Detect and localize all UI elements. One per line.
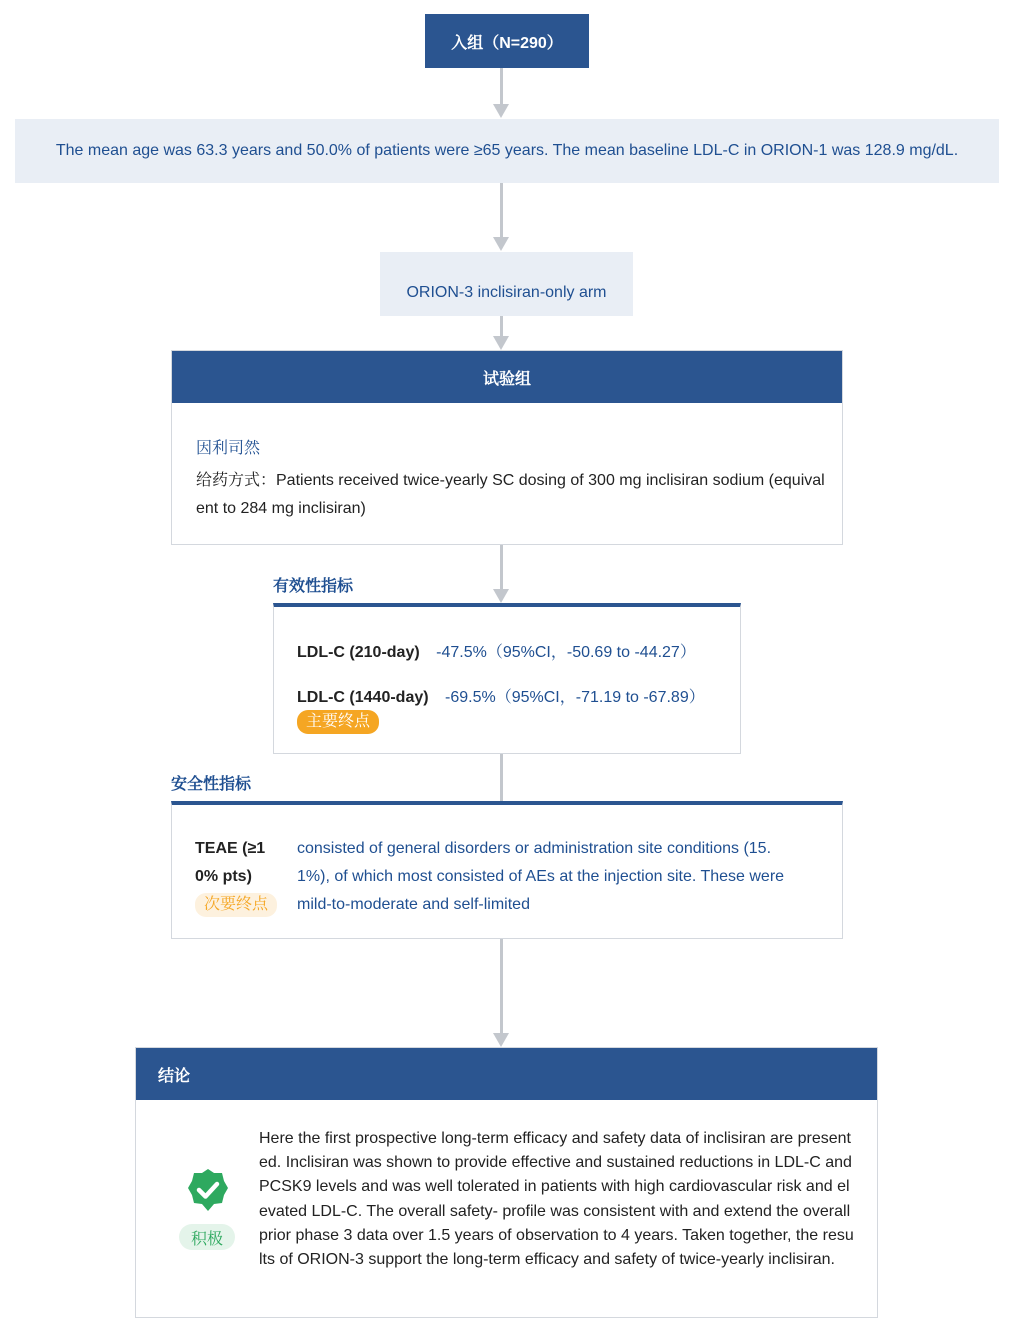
- efficacy-row-label: LDL-C (210-day): [297, 644, 420, 661]
- connector-arrow: [493, 1033, 509, 1047]
- connector-line: [500, 545, 503, 591]
- safety-value-line: mild-to-moderate and self-limited: [297, 896, 530, 913]
- secondary-endpoint-badge-wrap: [195, 893, 277, 917]
- safety-value-line: 1%), of which most consisted of AEs at the injection site. These were: [297, 868, 785, 885]
- connector-arrow: [493, 104, 509, 118]
- conclusion-header: [136, 1048, 877, 1100]
- connector-arrow: [493, 237, 509, 251]
- enrollment-box: [425, 14, 589, 68]
- connector-arrow: [493, 589, 509, 603]
- safety-value-line: consisted of general disorders or administration site conditions (15.: [297, 840, 772, 857]
- arm-label: ORION-3 inclisiran-only arm: [406, 284, 607, 301]
- connector-line: [500, 183, 503, 239]
- trial-group-panel: [171, 350, 843, 545]
- efficacy-row-value: -69.5%（95%CI，-71.19 to -67.89）: [445, 689, 705, 706]
- safety-panel: [171, 801, 843, 939]
- efficacy-panel: [273, 603, 741, 754]
- efficacy-row-label: LDL-C (1440-day): [297, 689, 429, 706]
- safety-value: [297, 835, 784, 919]
- primary-endpoint-badge-wrap: [297, 710, 379, 734]
- connector-line: [500, 316, 503, 338]
- population-box: [15, 119, 999, 183]
- check-shield-icon: [187, 1168, 229, 1212]
- dosing-text: 给药方式：Patients received twice-yearly SC dosing of 300 mg inclisiran sodium (equivalent to 284 mg inclisiran): [196, 472, 825, 517]
- safety-label-line: 0% pts): [195, 868, 252, 885]
- efficacy-row-value: -47.5%（95%CI，-50.69 to -44.27）: [436, 644, 696, 661]
- verdict-badge: 积极: [179, 1224, 235, 1250]
- conclusion-title: 结论: [158, 1067, 191, 1085]
- efficacy-row: [297, 684, 705, 707]
- safety-title: 安全性指标: [171, 776, 252, 793]
- enrollment-label: 入组（N=290）: [451, 34, 563, 52]
- conclusion-text: Here the first prospective long-term efficacy and safety data of inclisiran are presented. Inclisiran was shown to provide effective and sustained reductions in LDL-C and PCSK9 levels and was well tolerated in patients with high cardiovascular risk and elevated LDL-C. The overall safety- profile was consistent with and extend the overall prior phase 3 data over 1.5 years of observation to 4 years. Taken together, the results of ORION-3 support the long-term efficacy and safety of twice-yearly inclisiran.: [259, 1130, 854, 1269]
- connector-line: [500, 68, 503, 106]
- primary-endpoint-badge: 主要终点: [297, 710, 379, 734]
- connector-line: [500, 939, 503, 1035]
- safety-label-line: TEAE (≥1: [195, 840, 266, 857]
- trial-group-title: 试验组: [482, 370, 531, 388]
- efficacy-title: 有效性指标: [273, 578, 354, 595]
- conclusion-panel: [135, 1047, 878, 1318]
- arm-box: [380, 252, 633, 316]
- drug-name: 因利司然: [196, 440, 261, 457]
- trial-group-header: [172, 351, 842, 403]
- population-text: The mean age was 63.3 years and 50.0% of patients were ≥65 years. The mean baseline LDL-C in ORION-1 was 128.9 mg/dL.: [55, 142, 959, 159]
- efficacy-row: [297, 639, 696, 662]
- secondary-endpoint-badge: 次要终点: [195, 893, 277, 917]
- safety-label: [195, 835, 265, 891]
- connector-arrow: [493, 336, 509, 350]
- connector-line: [500, 754, 503, 801]
